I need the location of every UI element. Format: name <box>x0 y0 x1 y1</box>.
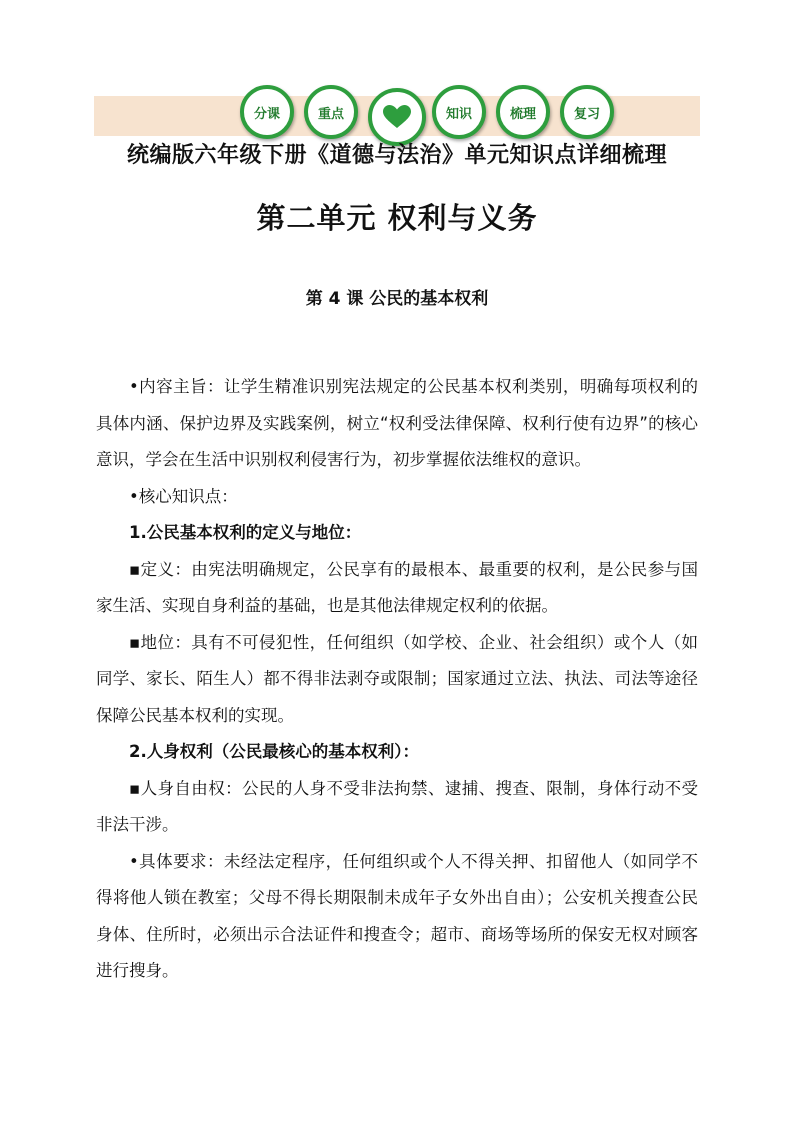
document-title: 统编版六年级下册《道德与法治》单元知识点详细梳理 <box>126 143 667 168</box>
badge-label: 梳理 <box>509 106 536 122</box>
paragraph-summary: •内容主旨：让学生精准识别宪法规定的公民基本权利类别，明确每项权利的具体内涵、保护边界及实践案例，树立“权利受法律保障、权利行使有边界”的核心意识，学会在生活中识别权利侵害行为，初步掌握依法维权的意识。 <box>96 377 698 469</box>
paragraph-core-points: •核心知识点： <box>129 486 238 506</box>
unit-title: 第二单元 权利与义务 <box>256 201 538 235</box>
badge-zhongdian <box>304 85 358 139</box>
badge-label: 重点 <box>317 106 344 122</box>
badge-shuli <box>496 85 550 139</box>
paragraph-definition: ▪定义：由宪法明确规定，公民享有的最根本、最重要的权利，是公民参与国家生活、实现自身利益的基础，也是其他法律规定权利的依据。 <box>96 559 698 615</box>
badge-zhishi <box>432 85 486 139</box>
badge-label: 知识 <box>445 106 472 122</box>
badge-fuxi <box>560 85 614 139</box>
section-heading-personal-rights: 2.人身权利（公民最核心的基本权利）： <box>129 742 419 761</box>
paragraph-requirements: •具体要求：未经法定程序，任何组织或个人不得关押、扣留他人（如同学不得将他人锁在教室；父母不得长期限制未成年子女外出自由）；公安机关搜查公民身体、住所时，必须出示合法证件和搜查令；超市、商场等场所的保安无权对顾客进行搜身。 <box>96 851 698 980</box>
badge-fenke <box>240 85 294 139</box>
paragraph-status: ▪地位：具有不可侵犯性，任何组织（如学校、企业、社会组织）或个人（如同学、家长、陌生人）都不得非法剥夺或限制；国家通过立法、执法、司法等途径保障公民基本权利的实现。 <box>96 632 698 725</box>
badge-label: 分课 <box>253 106 280 122</box>
lesson-title: 第 4 课 公民的基本权利 <box>305 289 489 309</box>
content-body <box>96 369 698 990</box>
heart-icon <box>383 105 411 129</box>
section-heading-definition: 1.公民基本权利的定义与地位： <box>129 523 362 542</box>
badge-label: 复习 <box>573 106 600 122</box>
paragraph-personal-freedom: ▪人身自由权：公民的人身不受非法拘禁、逮捕、搜查、限制，身体行动不受非法干涉。 <box>96 778 698 834</box>
